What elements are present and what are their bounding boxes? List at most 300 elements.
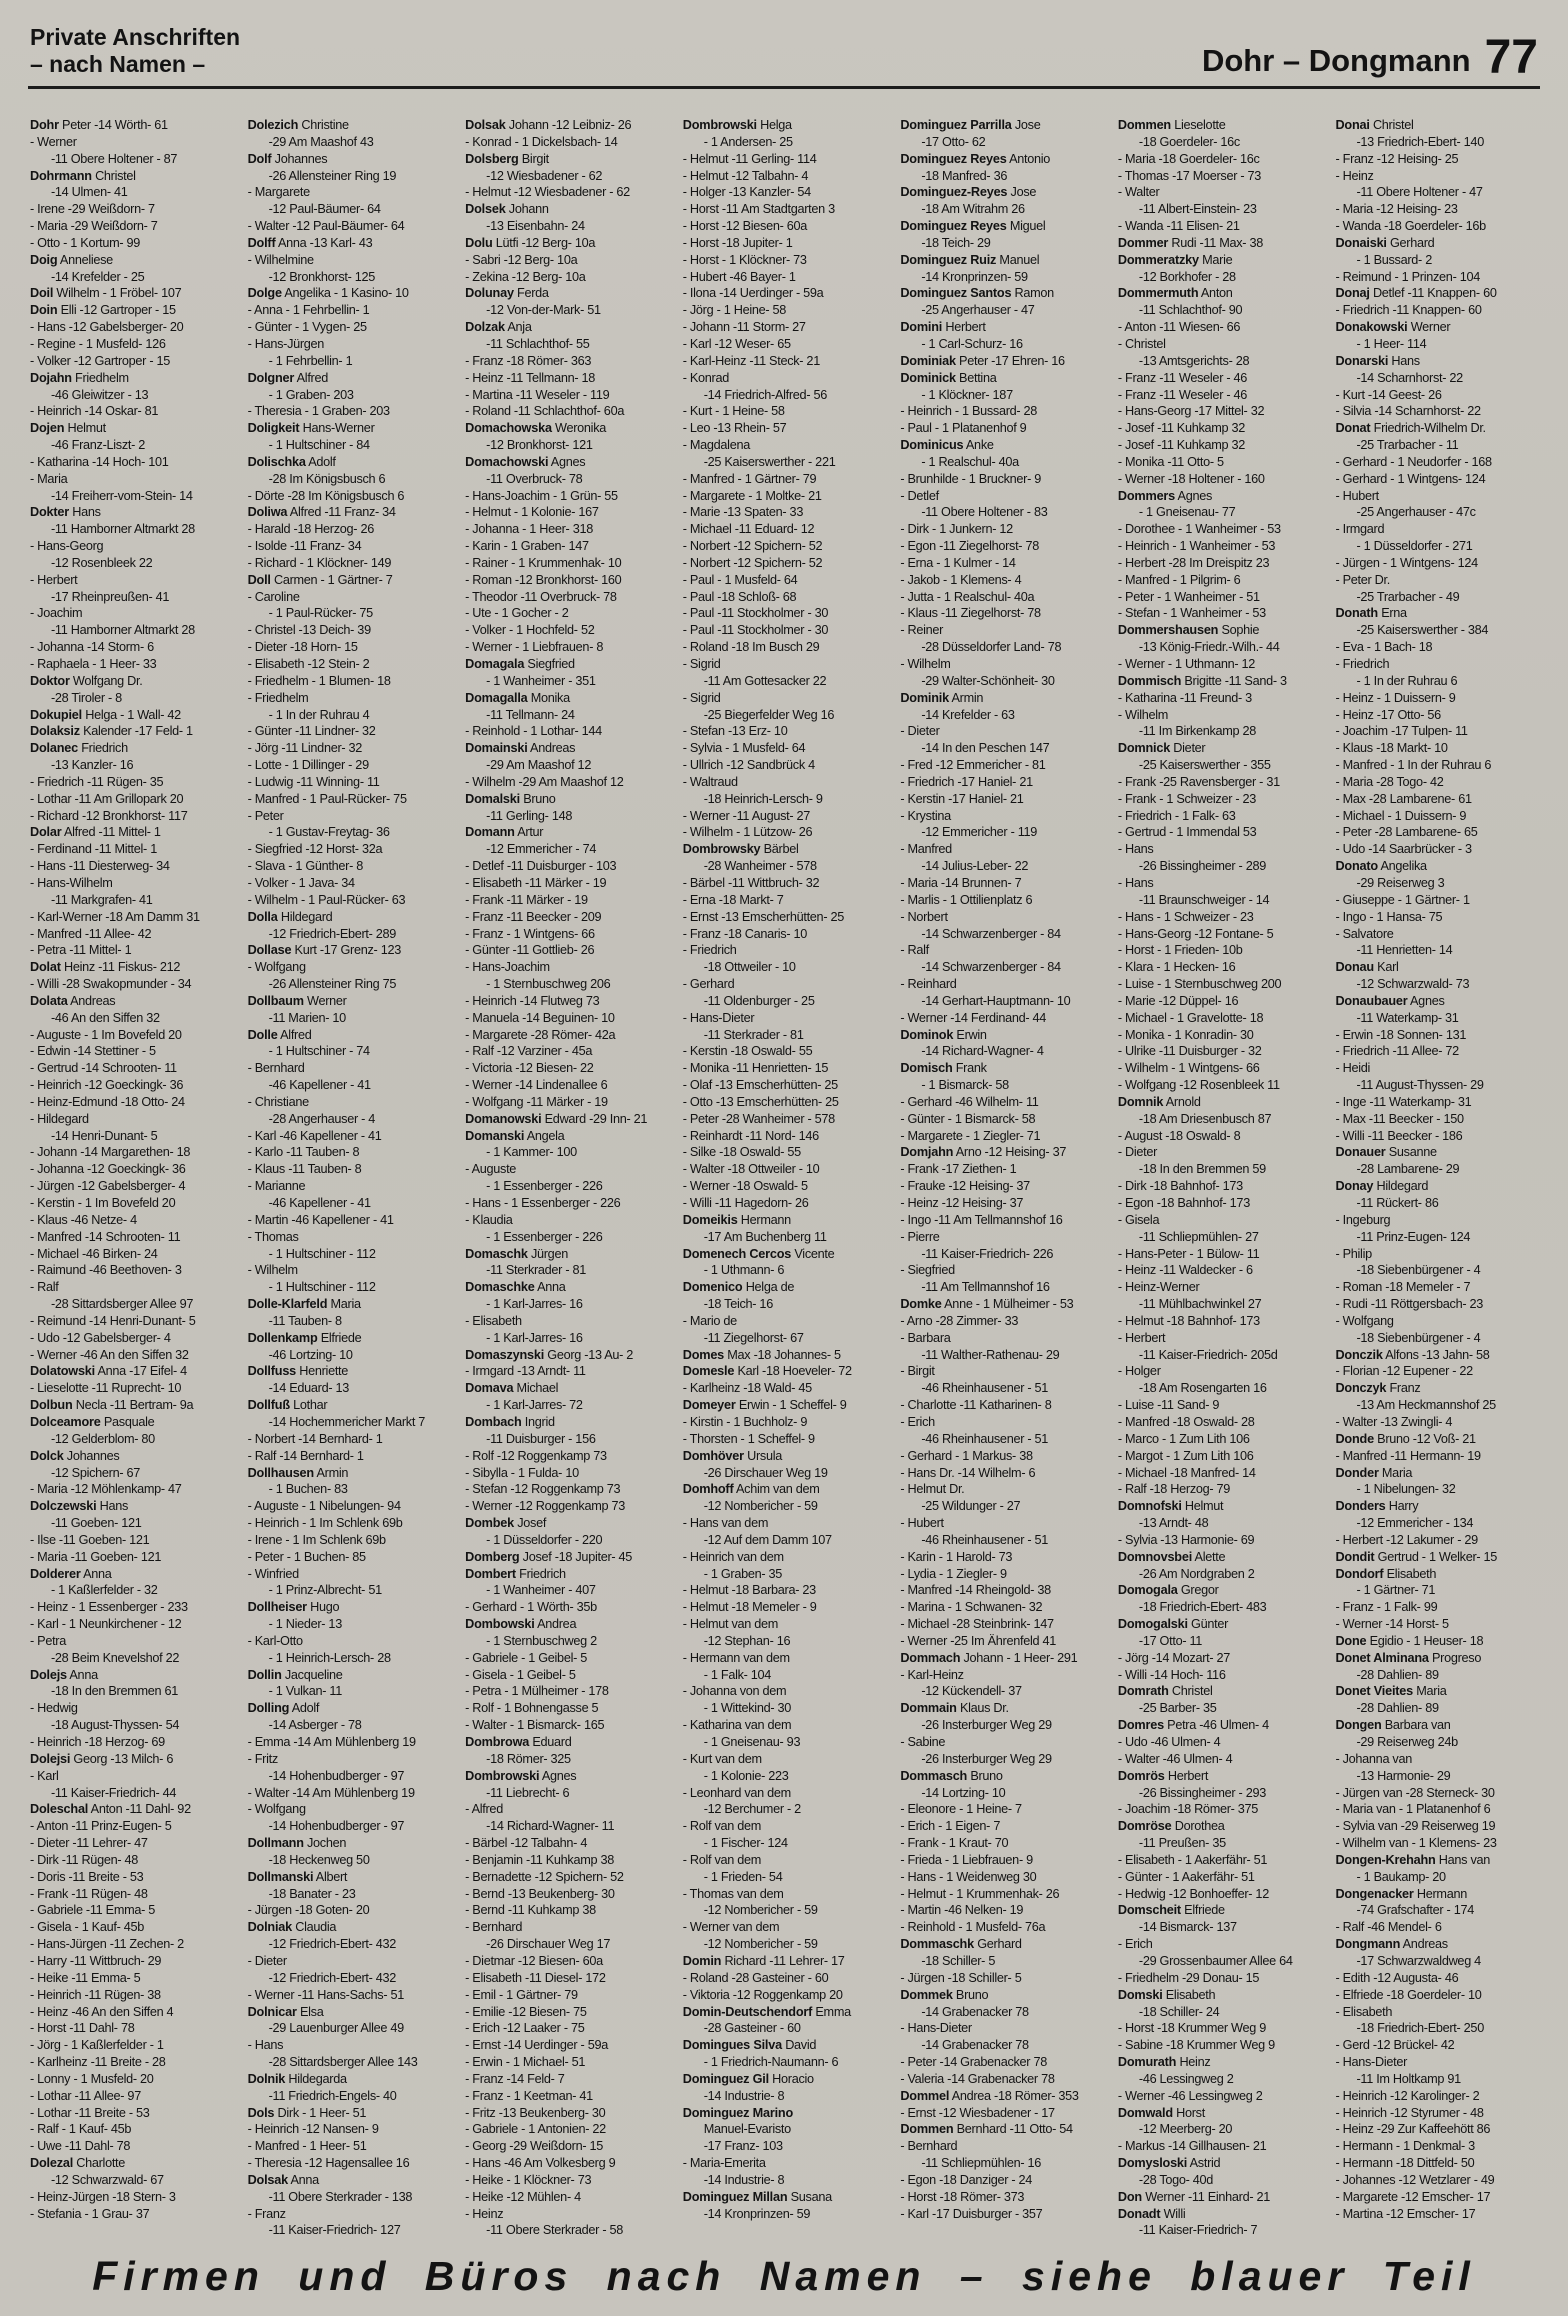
directory-entry: -14 Industrie- 8	[703, 2172, 785, 2187]
directory-entry-surname: Dominik Armin	[900, 690, 984, 705]
directory-entry: - Klaus -46 Netze- 4	[30, 1212, 137, 1227]
directory-entry: -11 Walther-Rathenau- 29	[921, 1347, 1060, 1362]
directory-entry: - Hans	[1117, 875, 1154, 890]
directory-entry: - Ferdinand -11 Mittel- 1	[30, 842, 157, 857]
directory-entry-surname: Donai Christel	[1335, 118, 1414, 132]
directory-entry: -14 Krefelder - 25	[51, 269, 145, 284]
directory-entry: -18 Friedrich-Ebert- 483	[1138, 1600, 1267, 1615]
directory-entry: - Ingeburg	[1335, 1212, 1391, 1227]
directory-entry-surname: Dolczewski Hans	[30, 1499, 129, 1514]
directory-entry: - Charlotte -11 Katharinen- 8	[900, 1398, 1052, 1413]
directory-entry: - Heinz -11 Waldecker - 6	[1117, 1263, 1253, 1278]
directory-entry: -12 Bronkhorst- 125	[268, 269, 376, 284]
directory-entry: -11 Hamborner Altmarkt 28	[51, 522, 195, 537]
directory-entry: - Hubert	[900, 1516, 944, 1531]
page-header	[0, 0, 1568, 86]
directory-entry: - 1 Hultschiner - 84	[268, 438, 370, 453]
directory-entry-surname: Domhoff Achim van dem	[682, 1482, 820, 1497]
directory-entry: - Frieda - 1 Liebfrauen- 9	[900, 1852, 1033, 1867]
directory-entry: - Karlo -11 Tauben- 8	[247, 1145, 360, 1160]
directory-entry: - August -18 Oswald- 8	[1117, 1128, 1241, 1143]
directory-entry: - Klara - 1 Hecken- 16	[1117, 960, 1236, 975]
directory-entry: - Heinrich -14 Flutweg 73	[465, 993, 600, 1008]
directory-entry: - Kerstin - 1 Im Bovefeld 20	[30, 1196, 176, 1210]
directory-entry: -17 Otto- 62	[921, 134, 986, 149]
directory-entry: - Pierre	[900, 1229, 940, 1244]
directory-entry: - Ernst -12 Wiesbadener - 17	[900, 2105, 1055, 2120]
directory-entry: - 1 Klöckner- 187	[921, 387, 1013, 402]
directory-entry: - Dirk -18 Bahnhof- 173	[1117, 1179, 1243, 1194]
directory-entry: - Marie -12 Düppel- 16	[1117, 993, 1239, 1008]
directory-entry-surname: Dolf Johannes	[247, 151, 328, 166]
directory-entry: - Wolfgang	[1335, 1313, 1394, 1328]
directory-entry: - Roland -28 Gasteiner - 60	[682, 1970, 829, 1985]
directory-entry-surname: Dokupiel Helga - 1 Wall- 42	[30, 707, 181, 722]
directory-entry: - Victoria -12 Biesen- 22	[465, 1061, 594, 1076]
directory-entry-surname: Dombowski Andrea	[465, 1617, 577, 1632]
directory-entry-surname: Done Egidio - 1 Heuser- 18	[1335, 1633, 1484, 1648]
directory-entry: - Kurt van dem	[682, 1751, 762, 1766]
directory-entry: - Jürgen - 1 Wintgens- 124	[1335, 555, 1478, 570]
directory-entry: - Thomas -17 Moerser - 73	[1117, 168, 1262, 183]
directory-entry-surname: Dominguez Parrilla Jose	[900, 118, 1041, 132]
directory-entry: - Bärbel -11 Wittbruch- 32	[682, 875, 820, 890]
directory-entry: - 1 Nieder- 13	[268, 1617, 342, 1632]
directory-entry-surname: Dojen Helmut	[30, 421, 106, 436]
directory-entry: - Bernhard	[900, 2139, 958, 2154]
directory-entry-surname: Dohr Peter -14 Wörth- 61	[30, 118, 168, 132]
directory-entry: - Gerhard - 1 Markus- 38	[900, 1448, 1033, 1463]
directory-entry: - Theodor -11 Overbruck- 78	[465, 589, 617, 604]
directory-entry: - Helmut Dr.	[900, 1482, 965, 1497]
directory-entry: -26 Allensteiner Ring 75	[268, 977, 397, 992]
header-title-line1: Private Anschriften	[30, 24, 241, 50]
directory-entry: - Emma -14 Am Mühlenberg 19	[247, 1735, 416, 1749]
directory-entry: - Michael -28 Steinbrink- 147	[900, 1617, 1054, 1632]
directory-entry: - 1 Prinz-Albrecht- 51	[268, 1583, 382, 1598]
directory-entry: - 1 Essenberger - 226	[486, 1179, 603, 1194]
directory-entry: - Bernd -13 Beukenberg- 30	[465, 1886, 615, 1901]
directory-entry: -11 Obere Holtener - 87	[51, 151, 178, 166]
directory-entry: - Norbert	[900, 909, 948, 924]
directory-entry: - Doris -11 Breite - 53	[30, 1869, 144, 1884]
directory-entry: - Reinhold - 1 Lothar- 144	[465, 724, 602, 739]
directory-entry: - 1 Wanheimer - 351	[486, 673, 596, 688]
directory-entry: -12 Nombericher - 59	[703, 1903, 818, 1918]
directory-entry: - Otto - 1 Kortum- 99	[30, 235, 141, 250]
directory-entry: -18 Am Rosengarten 16	[1138, 1381, 1267, 1396]
directory-entry: - Wolfgang	[247, 1802, 306, 1817]
directory-entry: -12 Emmericher - 119	[921, 825, 1038, 840]
directory-entry: - Irmgard -13 Arndt- 11	[465, 1364, 586, 1379]
directory-entry: - 1 Karl-Jarres- 16	[486, 1330, 583, 1345]
directory-entry: - Dieter	[900, 724, 940, 739]
directory-entry-surname: Domwald Horst	[1117, 2105, 1205, 2120]
directory-entry-surname: Domagala Siegfried	[465, 657, 575, 671]
directory-entry: - Inge -11 Waterkamp- 31	[1335, 1094, 1472, 1109]
directory-entry: - Johann -14 Margarethen- 18	[30, 1145, 191, 1160]
directory-entry: - Manfred - 1 Paul-Rücker- 75	[247, 791, 407, 806]
directory-entry: -46 An den Siffen 32	[51, 1010, 160, 1025]
directory-entry: - Helmut van dem	[682, 1617, 779, 1632]
directory-entry: -11 Obere Holtener - 83	[921, 505, 1048, 520]
directory-entry: - 1 Sternbuschweg 2	[486, 1633, 597, 1648]
directory-entry-surname: Domanski Angela	[465, 1128, 565, 1143]
directory-entry: - Egon -18 Danziger - 24	[900, 2172, 1033, 2187]
directory-entry: - Jürgen -12 Gabelsberger- 4	[30, 1179, 186, 1194]
directory-entry: - Konrad - 1 Dickelsbach- 14	[465, 134, 618, 149]
directory-entry-surname: Dommermuth Anton	[1117, 286, 1233, 301]
directory-entry: - Erich	[900, 1414, 935, 1429]
directory-entry: - Werner -14 Lindenallee 6	[465, 1078, 608, 1093]
directory-entry: - Reimund -14 Henri-Dunant- 5	[30, 1313, 196, 1328]
directory-entry: - Karlheinz -18 Wald- 45	[682, 1381, 812, 1396]
directory-entry: - Sabine -18 Krummer Weg 9	[1117, 2038, 1275, 2053]
directory-entry-surname: Dommek Bruno	[900, 1987, 989, 2002]
directory-entry: - Thomas	[247, 1229, 299, 1244]
directory-entry: - Horst -18 Jupiter- 1	[682, 235, 793, 250]
directory-entry-surname: Donet Vieites Maria	[1335, 1684, 1447, 1699]
directory-entry-surname: Dolsek Johann	[465, 202, 549, 217]
directory-entry: - Peter -14 Grabenacker 78	[900, 2055, 1047, 2070]
directory-entry: - Marlis - 1 Ottilienplatz 6	[900, 892, 1033, 907]
directory-entry: - Hermann -18 Dittfeld- 50	[1335, 2156, 1475, 2171]
directory-entry: - Günter -11 Lindner- 32	[247, 724, 376, 739]
directory-entry-surname: Domes Max -18 Johannes- 5	[682, 1347, 841, 1362]
directory-entry: - Gerhard - 1 Wintgens- 124	[1335, 471, 1486, 486]
directory-entry: - Petra -11 Mittel- 1	[30, 943, 132, 958]
directory-entry-surname: Domalski Bruno	[465, 791, 556, 806]
directory-entry: - Ralf -46 Mendel- 6	[1335, 1920, 1442, 1935]
directory-entry: - Heinz - 1 Duissern- 9	[1335, 690, 1456, 705]
directory-entry: - Marco - 1 Zum Lith 106	[1117, 1431, 1250, 1446]
directory-columns	[0, 89, 1568, 2239]
directory-entry: - Heinrich -12 Goeckingk- 36	[30, 1078, 184, 1093]
directory-entry: - 1 Wanheimer - 407	[486, 1583, 596, 1598]
directory-entry-surname: Dommisch Brigitte -11 Sand- 3	[1117, 673, 1287, 688]
directory-entry: - Heinrich -12 Karolinger- 2	[1335, 2088, 1480, 2103]
directory-entry: -11 Hamborner Altmarkt 28	[51, 623, 195, 638]
directory-entry: - Hans - 1 Schweizer - 23	[1117, 909, 1254, 924]
directory-entry: - 1 Nibelungen- 32	[1356, 1482, 1456, 1497]
directory-entry: - Friedhelm -29 Donau- 15	[1117, 1970, 1260, 1985]
directory-entry: -14 In den Peschen 147	[921, 741, 1050, 756]
directory-entry: - Gabriele - 1 Geibel- 5	[465, 1650, 587, 1665]
directory-entry: - Paul - 1 Musfeld- 64	[682, 572, 798, 587]
directory-entry: -29 Reiserweg 24b	[1356, 1735, 1458, 1749]
directory-entry: -25 Trarbacher - 11	[1356, 438, 1459, 453]
directory-entry: - Elisabeth -12 Stein- 2	[247, 657, 370, 671]
directory-entry-surname: Doliwa Alfred -11 Franz- 34	[247, 505, 396, 520]
directory-entry-surname: Dolejsi Georg -13 Milch- 6	[30, 1751, 174, 1766]
directory-entry-surname: Doligkeit Hans-Werner	[247, 421, 375, 436]
directory-entry: - Martina -12 Emscher- 17	[1335, 2206, 1476, 2221]
directory-entry: - Dieter	[247, 1953, 287, 1968]
directory-entry: - Peter -28 Lambarene- 65	[1335, 825, 1478, 840]
directory-entry: - Wolfgang -12 Rosenbleek 11	[1117, 1078, 1280, 1093]
directory-entry: - Margarete - 1 Ziegler- 71	[900, 1128, 1041, 1143]
directory-entry: -14 Hochemmericher Markt 7	[268, 1414, 426, 1429]
directory-entry: - Hans-Georg	[30, 539, 104, 554]
directory-entry: - Horst -18 Römer- 373	[900, 2189, 1025, 2204]
directory-column-4	[683, 117, 890, 2239]
directory-entry: -28 Togo- 40d	[1138, 2172, 1214, 2187]
directory-entry: - Hildegard	[30, 1111, 89, 1126]
directory-entry: - 1 Kammer- 100	[486, 1145, 577, 1160]
directory-entry-surname: Dominguez Gil Horacio	[682, 2071, 814, 2086]
directory-entry: - Gisela - 1 Geibel- 5	[465, 1667, 576, 1682]
directory-entry: -18 Heinrich-Lersch- 9	[703, 791, 823, 806]
directory-entry: -11 Henrietten- 14	[1356, 943, 1453, 958]
directory-entry: - Karlheinz -11 Breite - 28	[30, 2055, 166, 2070]
directory-entry-surname: Domrös Herbert	[1117, 1768, 1209, 1783]
directory-entry-surname: Dolatowski Anna -17 Eifel- 4	[30, 1364, 187, 1379]
directory-entry-surname: Dolgner Alfred	[247, 370, 328, 385]
directory-entry: - Hans-Dieter	[1335, 2055, 1408, 2070]
directory-entry: - Slava - 1 Günther- 8	[247, 859, 363, 874]
directory-entry: - 1 Hultschiner - 112	[268, 1246, 376, 1261]
directory-entry: - 1 Paul-Rücker- 75	[268, 606, 373, 621]
directory-entry: - Michael -18 Manfred- 14	[1117, 1465, 1256, 1480]
directory-entry: - Brunhilde - 1 Bruckner- 9	[900, 471, 1041, 486]
directory-entry: - Detlef -11 Duisburger - 103	[465, 859, 617, 874]
directory-column-6	[1118, 117, 1325, 2239]
directory-entry: - Paul - 1 Platanenhof 9	[900, 421, 1027, 436]
directory-entry-surname: Dolderer Anna	[30, 1566, 112, 1581]
directory-entry: - Herbert -12 Lakumer - 29	[1335, 1532, 1478, 1547]
directory-entry: - Raphaela - 1 Heer- 33	[30, 657, 157, 671]
directory-entry: -11 Tauben- 8	[268, 1313, 342, 1328]
directory-entry: - Heinrich -12 Nansen- 9	[247, 2122, 379, 2137]
directory-entry: -17 Rheinpreußen- 41	[51, 589, 170, 604]
directory-entry-surname: Dolanec Friedrich	[30, 741, 128, 756]
directory-entry: - Barbara	[900, 1330, 951, 1345]
directory-entry: - Heinrich -18 Herzog- 69	[30, 1735, 165, 1749]
directory-entry-surname: Dokter Hans	[30, 505, 101, 520]
directory-entry: - Volker - 1 Hochfeld- 52	[465, 623, 595, 638]
directory-entry: - Lieselotte -11 Ruprecht- 10	[30, 1381, 182, 1396]
directory-entry: -12 Nombericher - 59	[703, 1937, 818, 1952]
directory-entry: - Hans -12 Gabelsberger- 20	[30, 320, 184, 335]
directory-entry: -14 Grabenacker 78	[921, 2038, 1029, 2053]
directory-entry-surname: Domaszynski Georg -13 Au- 2	[465, 1347, 634, 1362]
directory-entry: - Krystina	[900, 808, 951, 823]
directory-entry: - Heinrich -12 Styrumer - 48	[1335, 2105, 1484, 2120]
directory-entry: -14 Grabenacker 78	[921, 2004, 1029, 2019]
directory-entry: -14 Krefelder - 63	[921, 707, 1015, 722]
directory-entry: -29 Walter-Schönheit- 30	[921, 673, 1055, 688]
directory-entry: - Klaus -11 Ziegelhorst- 78	[900, 606, 1041, 621]
directory-entry: -11 Obere Holtener - 47	[1356, 185, 1483, 200]
directory-entry: - Anton -11 Wiesen- 66	[1117, 320, 1241, 335]
directory-entry: - Jürgen -18 Schiller- 5	[900, 1970, 1022, 1985]
directory-entry: -11 Goeben- 121	[51, 1516, 142, 1531]
directory-entry: -25 Angerhauser - 47c	[1356, 505, 1476, 520]
directory-entry-surname: Donaj Detlef -11 Knappen- 60	[1335, 286, 1497, 301]
directory-entry: -11 Kaiser-Friedrich- 127	[268, 2223, 401, 2238]
directory-entry: - 1 In der Ruhrau 6	[1356, 673, 1458, 688]
directory-entry: - Hans-Dieter	[900, 2021, 972, 2036]
directory-entry: - Stefan -12 Roggenkamp 73	[465, 1482, 621, 1497]
directory-entry: - Silke -18 Oswald- 55	[682, 1145, 801, 1160]
directory-entry: - Karin - 1 Graben- 147	[465, 539, 589, 554]
directory-entry: - Joachim -18 Römer- 375	[1117, 1802, 1259, 1817]
directory-entry: -14 Schwarzenberger - 84	[921, 926, 1061, 941]
directory-entry: - Maria -12 Heising- 23	[1335, 202, 1458, 217]
directory-entry-surname: Dolunay Ferda	[465, 286, 549, 301]
directory-entry-surname: Dominok Erwin	[900, 1027, 987, 1042]
directory-entry: - Thomas van dem	[682, 1886, 784, 1901]
directory-entry: - Peter - 1 Wanheimer - 51	[1117, 589, 1260, 604]
directory-entry: - Jörg -11 Lindner- 32	[247, 741, 363, 756]
directory-entry: - 1 Baukamp- 20	[1356, 1869, 1446, 1884]
directory-entry-surname: Dongen-Krehahn Hans van	[1335, 1852, 1491, 1867]
directory-entry-surname: Dommeratzky Marie	[1117, 252, 1233, 267]
directory-entry: -12 Von-der-Mark- 51	[486, 303, 601, 318]
directory-entry: - 1 Falk- 104	[703, 1667, 772, 1682]
directory-entry-surname: Dombrowa Eduard	[465, 1735, 572, 1749]
directory-entry: - Hans - 1 Essenberger - 226	[465, 1196, 621, 1210]
directory-entry: - Maria -12 Möhlenkamp- 47	[30, 1482, 182, 1497]
directory-entry: - Lothar -11 Am Grillopark 20	[30, 791, 184, 806]
directory-entry: - 1 Gneisenau- 93	[703, 1735, 801, 1749]
directory-entry: - Ernst -14 Uerdinger - 59a	[465, 2038, 608, 2053]
directory-entry-surname: Dominguez-Reyes Jose	[900, 185, 1037, 200]
directory-entry: - Rolf -12 Roggenkamp 73	[465, 1448, 607, 1463]
directory-entry: -11 Oldenburger - 25	[703, 993, 815, 1008]
directory-entry: - Herbert	[30, 572, 78, 587]
directory-entry: - 1 Graben- 203	[268, 387, 354, 402]
directory-entry: - Eva - 1 Bach- 18	[1335, 640, 1433, 655]
directory-entry: - Reinhold - 1 Musfeld- 76a	[900, 1920, 1046, 1935]
directory-entry: -46 Franz-Liszt- 2	[51, 438, 146, 453]
directory-entry: - Udo -14 Saarbrücker - 3	[1335, 842, 1472, 857]
directory-entry: -11 Obere Sterkrader - 138	[268, 2189, 413, 2204]
directory-entry: - Hans van dem	[682, 1516, 769, 1531]
directory-entry-surname: Donczyk Franz	[1335, 1381, 1421, 1396]
directory-entry: - Martina -11 Weseler - 119	[465, 387, 610, 402]
directory-entry: - Johanna -12 Goeckingk- 36	[30, 1162, 186, 1177]
directory-entry: - Werner -14 Ferdinand- 44	[900, 1010, 1047, 1025]
directory-entry: - Helmut -18 Bahnhof- 173	[1117, 1313, 1260, 1328]
directory-entry: - Josef -11 Kuhkamp 32	[1117, 438, 1246, 453]
directory-entry: - Irmgard	[1335, 522, 1385, 537]
directory-entry: - Erna - 1 Kulmer - 14	[900, 555, 1016, 570]
directory-entry: - 1 Wittekind- 30	[703, 1701, 792, 1716]
directory-entry: -13 Arndt- 48	[1138, 1516, 1209, 1531]
directory-entry: - Florian -12 Eupener - 22	[1335, 1364, 1473, 1379]
directory-entry: -12 Wiesbadener - 62	[486, 168, 603, 183]
directory-entry-surname: Domenech Cercos Vicente	[682, 1246, 835, 1261]
directory-entry: - Birgit	[900, 1364, 935, 1379]
directory-entry: -18 Siebenbürgener - 4	[1356, 1263, 1481, 1278]
directory-entry-surname: Dollmanski Albert	[247, 1869, 348, 1884]
directory-entry: - Detlef	[900, 488, 939, 503]
directory-entry: - Manfred -11 Allee- 42	[30, 926, 152, 941]
directory-entry: - Heinz -12 Heising- 37	[900, 1196, 1024, 1210]
directory-entry: - Bernhard	[247, 1061, 305, 1076]
directory-entry: -18 Manfred- 36	[921, 168, 1008, 183]
directory-entry: - Marie -13 Spaten- 33	[682, 505, 804, 520]
directory-entry: - Raimund -46 Beethoven- 3	[30, 1263, 182, 1278]
directory-entry: - Katharina van dem	[682, 1718, 792, 1733]
directory-entry: - Ralf -18 Herzog- 79	[1117, 1482, 1231, 1497]
directory-entry: - Christiane	[247, 1094, 309, 1109]
directory-entry: - Friedrich -11 Knappen- 60	[1335, 303, 1482, 318]
directory-entry: -13 Kanzler- 16	[51, 758, 134, 773]
directory-entry: - Wilhelm -29 Am Maashof 12	[465, 774, 624, 789]
directory-entry: - Hermann - 1 Denkmal- 3	[1335, 2139, 1475, 2154]
directory-entry: -14 Scharnhorst- 22	[1356, 370, 1463, 385]
directory-entry: - Manfred	[900, 842, 952, 857]
directory-entry: - Paul -11 Stockholmer - 30	[682, 606, 829, 621]
directory-entry: - Johanna - 1 Heer- 318	[465, 522, 593, 537]
directory-entry: - Ralf -14 Bernhard- 1	[247, 1448, 364, 1463]
directory-entry: - Hans-Jürgen -11 Zechen- 2	[30, 1937, 184, 1952]
directory-entry: - Caroline	[247, 589, 300, 604]
directory-entry-surname: Dolezal Charlotte	[30, 2156, 126, 2171]
directory-entry: - Dorothee - 1 Wanheimer - 53	[1117, 522, 1281, 537]
page-footer: Firmen und Büros nach Namen – siehe blauer Teil	[92, 2253, 1476, 2299]
directory-entry-surname: Domin-Deutschendorf Emma	[682, 2004, 851, 2019]
directory-entry: -46 Lortzing- 10	[268, 1347, 353, 1362]
directory-entry: - Margarete -28 Römer- 42a	[465, 1027, 616, 1042]
directory-entry: -11 Preußen- 35	[1138, 1836, 1226, 1851]
directory-entry: - Monika -11 Otto- 5	[1117, 454, 1224, 469]
directory-entry-surname: Domachowska Weronika	[465, 421, 606, 436]
directory-entry: - Horst -11 Dahl- 78	[30, 2021, 135, 2036]
directory-entry: - Egon -18 Bahnhof- 173	[1117, 1196, 1250, 1210]
directory-entry: - Waltraud	[682, 774, 738, 789]
directory-entry: - Auguste - 1 Nibelungen- 94	[247, 1499, 401, 1514]
directory-entry: -18 Banater - 23	[268, 1886, 356, 1901]
directory-entry: - Ute - 1 Gocher - 2	[465, 606, 569, 621]
directory-entry: -11 Schliepmühlen- 16	[921, 2156, 1042, 2171]
directory-entry: - Karl-Otto	[247, 1633, 303, 1648]
directory-entry: -12 Schwarzwald- 67	[51, 2172, 164, 2187]
directory-entry: - Günter - 1 Bismarck- 58	[900, 1111, 1036, 1126]
directory-entry: - Paul -18 Schloß- 68	[682, 589, 797, 604]
directory-entry-surname: Dolnicar Elsa	[247, 2004, 324, 2019]
directory-entry: -14 Hohenbudberger - 97	[268, 1768, 405, 1783]
directory-entry-surname: Doleschal Anton -11 Dahl- 92	[30, 1802, 191, 1817]
directory-entry-surname: Dollfuss Henriette	[247, 1364, 349, 1379]
directory-entry: - Manfred -18 Oswald- 28	[1117, 1414, 1255, 1429]
directory-entry: - 1 Karl-Jarres- 72	[486, 1398, 583, 1413]
directory-entry: -17 Otto- 11	[1138, 1633, 1203, 1648]
directory-entry: -28 Dahlien- 89	[1356, 1701, 1439, 1716]
directory-entry: - Ingo - 1 Hansa- 75	[1335, 909, 1443, 924]
directory-entry: -11 Overbruck- 78	[486, 471, 583, 486]
directory-entry: - Regine - 1 Musfeld- 126	[30, 336, 166, 351]
directory-entry: - Michael - 1 Duissern- 9	[1335, 808, 1467, 823]
directory-entry-surname: Doin Elli -12 Gartroper - 15	[30, 303, 176, 318]
directory-entry: - Wilhelm - 1 Lützow- 26	[682, 825, 813, 840]
directory-entry: - Max -28 Lambarene- 61	[1335, 791, 1472, 806]
directory-entry: - 1 In der Ruhrau 4	[268, 707, 370, 722]
directory-entry: - Johannes -12 Wetzlarer - 49	[1335, 2172, 1495, 2187]
directory-entry: - Ingo -11 Am Tellmannshof 16	[900, 1212, 1063, 1227]
directory-entry: -11 Rückert- 86	[1356, 1196, 1439, 1210]
directory-entry: - Peter - 1 Buchen- 85	[247, 1549, 366, 1564]
directory-entry-surname: Dombrowski Helga	[682, 118, 792, 132]
directory-entry: - Helmut -18 Memeler - 9	[682, 1600, 817, 1615]
directory-entry-surname: Domava Michael	[465, 1381, 559, 1396]
directory-entry: - Friedrich -11 Allee- 72	[1335, 1044, 1459, 1059]
directory-entry: -12 Meerberg- 20	[1138, 2122, 1233, 2137]
directory-entry: - 1 Vulkan- 11	[268, 1684, 342, 1699]
directory-entry: - Helmut -12 Wiesbadener - 62	[465, 185, 630, 200]
